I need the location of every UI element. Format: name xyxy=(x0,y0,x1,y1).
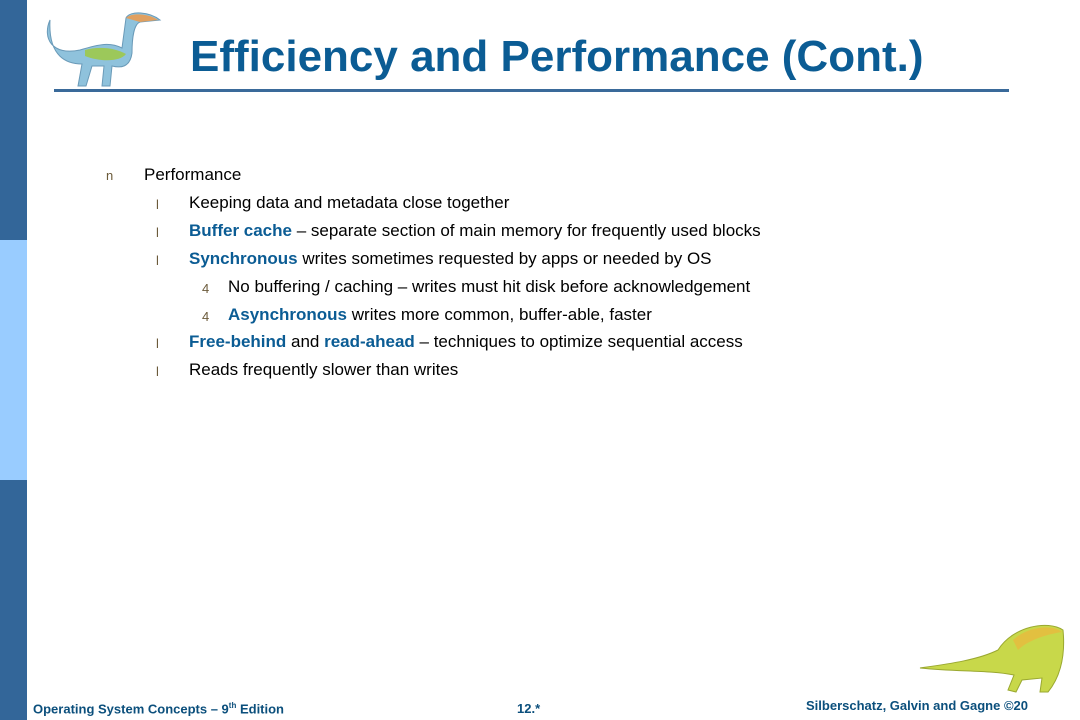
sidebar-stripe-top xyxy=(0,0,27,240)
bullet-marker: l xyxy=(156,225,159,240)
highlight-term: Buffer cache xyxy=(189,221,292,240)
highlight-term: read-ahead xyxy=(324,332,415,351)
footer-copyright: Silberschatz, Galvin and Gagne ©20 xyxy=(806,698,1028,713)
bullet-text: – separate section of main memory for frequently used blocks xyxy=(291,221,761,240)
footer-left-text: Operating System Concepts – 9 xyxy=(33,701,229,717)
bullet-text: Keeping data and metadata close together xyxy=(189,193,510,212)
bullet-marker: l xyxy=(156,364,159,379)
bullet-item xyxy=(189,249,712,269)
slide-title: Efficiency and Performance (Cont.) xyxy=(190,32,924,81)
bullet-text: – techniques to optimize sequential access xyxy=(414,332,743,351)
bullet-item xyxy=(189,332,743,352)
bullet-text: No buffering / caching – writes must hit disk before acknowledgement xyxy=(228,277,751,296)
footer-book-title xyxy=(33,701,284,716)
bullet-item xyxy=(189,360,458,380)
sidebar-stripe-bottom xyxy=(0,480,27,720)
bullet-marker: l xyxy=(156,336,159,351)
bullet-marker: n xyxy=(106,168,114,183)
bullet-item xyxy=(228,305,652,325)
bullet-text: and xyxy=(286,332,325,351)
sidebar-stripe-middle xyxy=(0,240,27,480)
footer-left-end: Edition xyxy=(236,701,285,717)
footer-sup: th xyxy=(228,701,237,710)
dinosaur-logo-icon xyxy=(40,8,165,90)
bullet-marker: l xyxy=(156,253,159,268)
bullet-performance: Performance xyxy=(144,165,242,184)
bullet-marker: 4 xyxy=(202,281,210,296)
bullet-item xyxy=(228,277,750,297)
highlight-term: Synchronous xyxy=(189,249,298,268)
highlight-term: Free-behind xyxy=(189,332,287,351)
title-divider xyxy=(54,89,1009,92)
bullet-text: Reads frequently slower than writes xyxy=(189,360,459,379)
page-number: 12.* xyxy=(517,701,541,716)
bullet-marker: 4 xyxy=(202,309,210,324)
bullet-marker: l xyxy=(156,197,159,212)
highlight-term: Asynchronous xyxy=(228,305,348,324)
bullet-item xyxy=(189,221,761,241)
dinosaur-footer-icon xyxy=(918,620,1068,695)
bullet-text: writes sometimes requested by apps or needed by OS xyxy=(297,249,712,268)
bullet-text: writes more common, buffer-able, faster xyxy=(347,305,652,324)
bullet-item xyxy=(189,193,509,213)
